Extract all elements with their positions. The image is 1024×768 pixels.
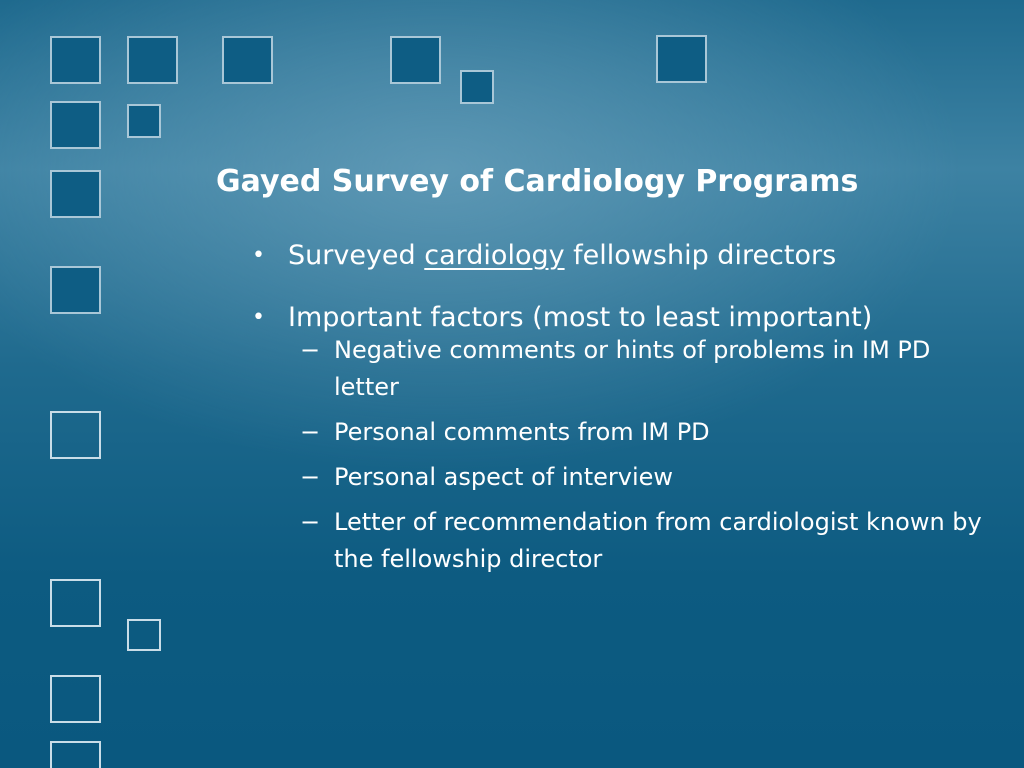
sub-item [252,414,992,451]
bullet-item [252,238,992,274]
dash-marker: − [300,418,321,446]
decorative-square [50,266,101,314]
decorative-square [656,35,707,83]
dash-marker: − [300,463,321,491]
decorative-square [127,619,161,651]
sub-item [252,332,992,406]
dash-marker: − [300,508,321,536]
decorative-square [50,675,101,723]
bullet-text: Surveyed [288,240,425,271]
bullet-text: Important factors (most to least important) [288,302,873,333]
sub-item-text: Letter of recommendation from cardiologist known by the fellowship director [334,508,982,573]
sub-item-text: Personal comments from IM PD [334,418,710,446]
slide-body [252,238,992,586]
decorative-square [50,101,101,149]
decorative-square [390,36,441,84]
sub-item-text: Negative comments or hints of problems in IM PD letter [334,336,931,401]
decorative-square [50,36,101,84]
bullet-marker: • [252,243,265,268]
decorative-square [50,170,101,218]
decorative-square [222,36,273,84]
slide-title: Gayed Survey of Cardiology Programs [216,164,859,199]
sub-item [252,459,992,496]
decorative-square [460,70,494,104]
sub-item-text: Personal aspect of interview [334,463,674,491]
sub-item [252,504,992,578]
sub-list [252,332,992,578]
bullet-text: fellowship directors [564,240,837,271]
bullet-item [252,300,992,336]
bullet-marker: • [252,305,265,330]
decorative-square [127,36,178,84]
decorative-square [50,411,101,459]
decorative-square [50,579,101,627]
decorative-square [127,104,161,138]
dash-marker: − [300,336,321,364]
cardiology-link[interactable]: cardiology [424,240,565,271]
decorative-square [50,741,101,768]
